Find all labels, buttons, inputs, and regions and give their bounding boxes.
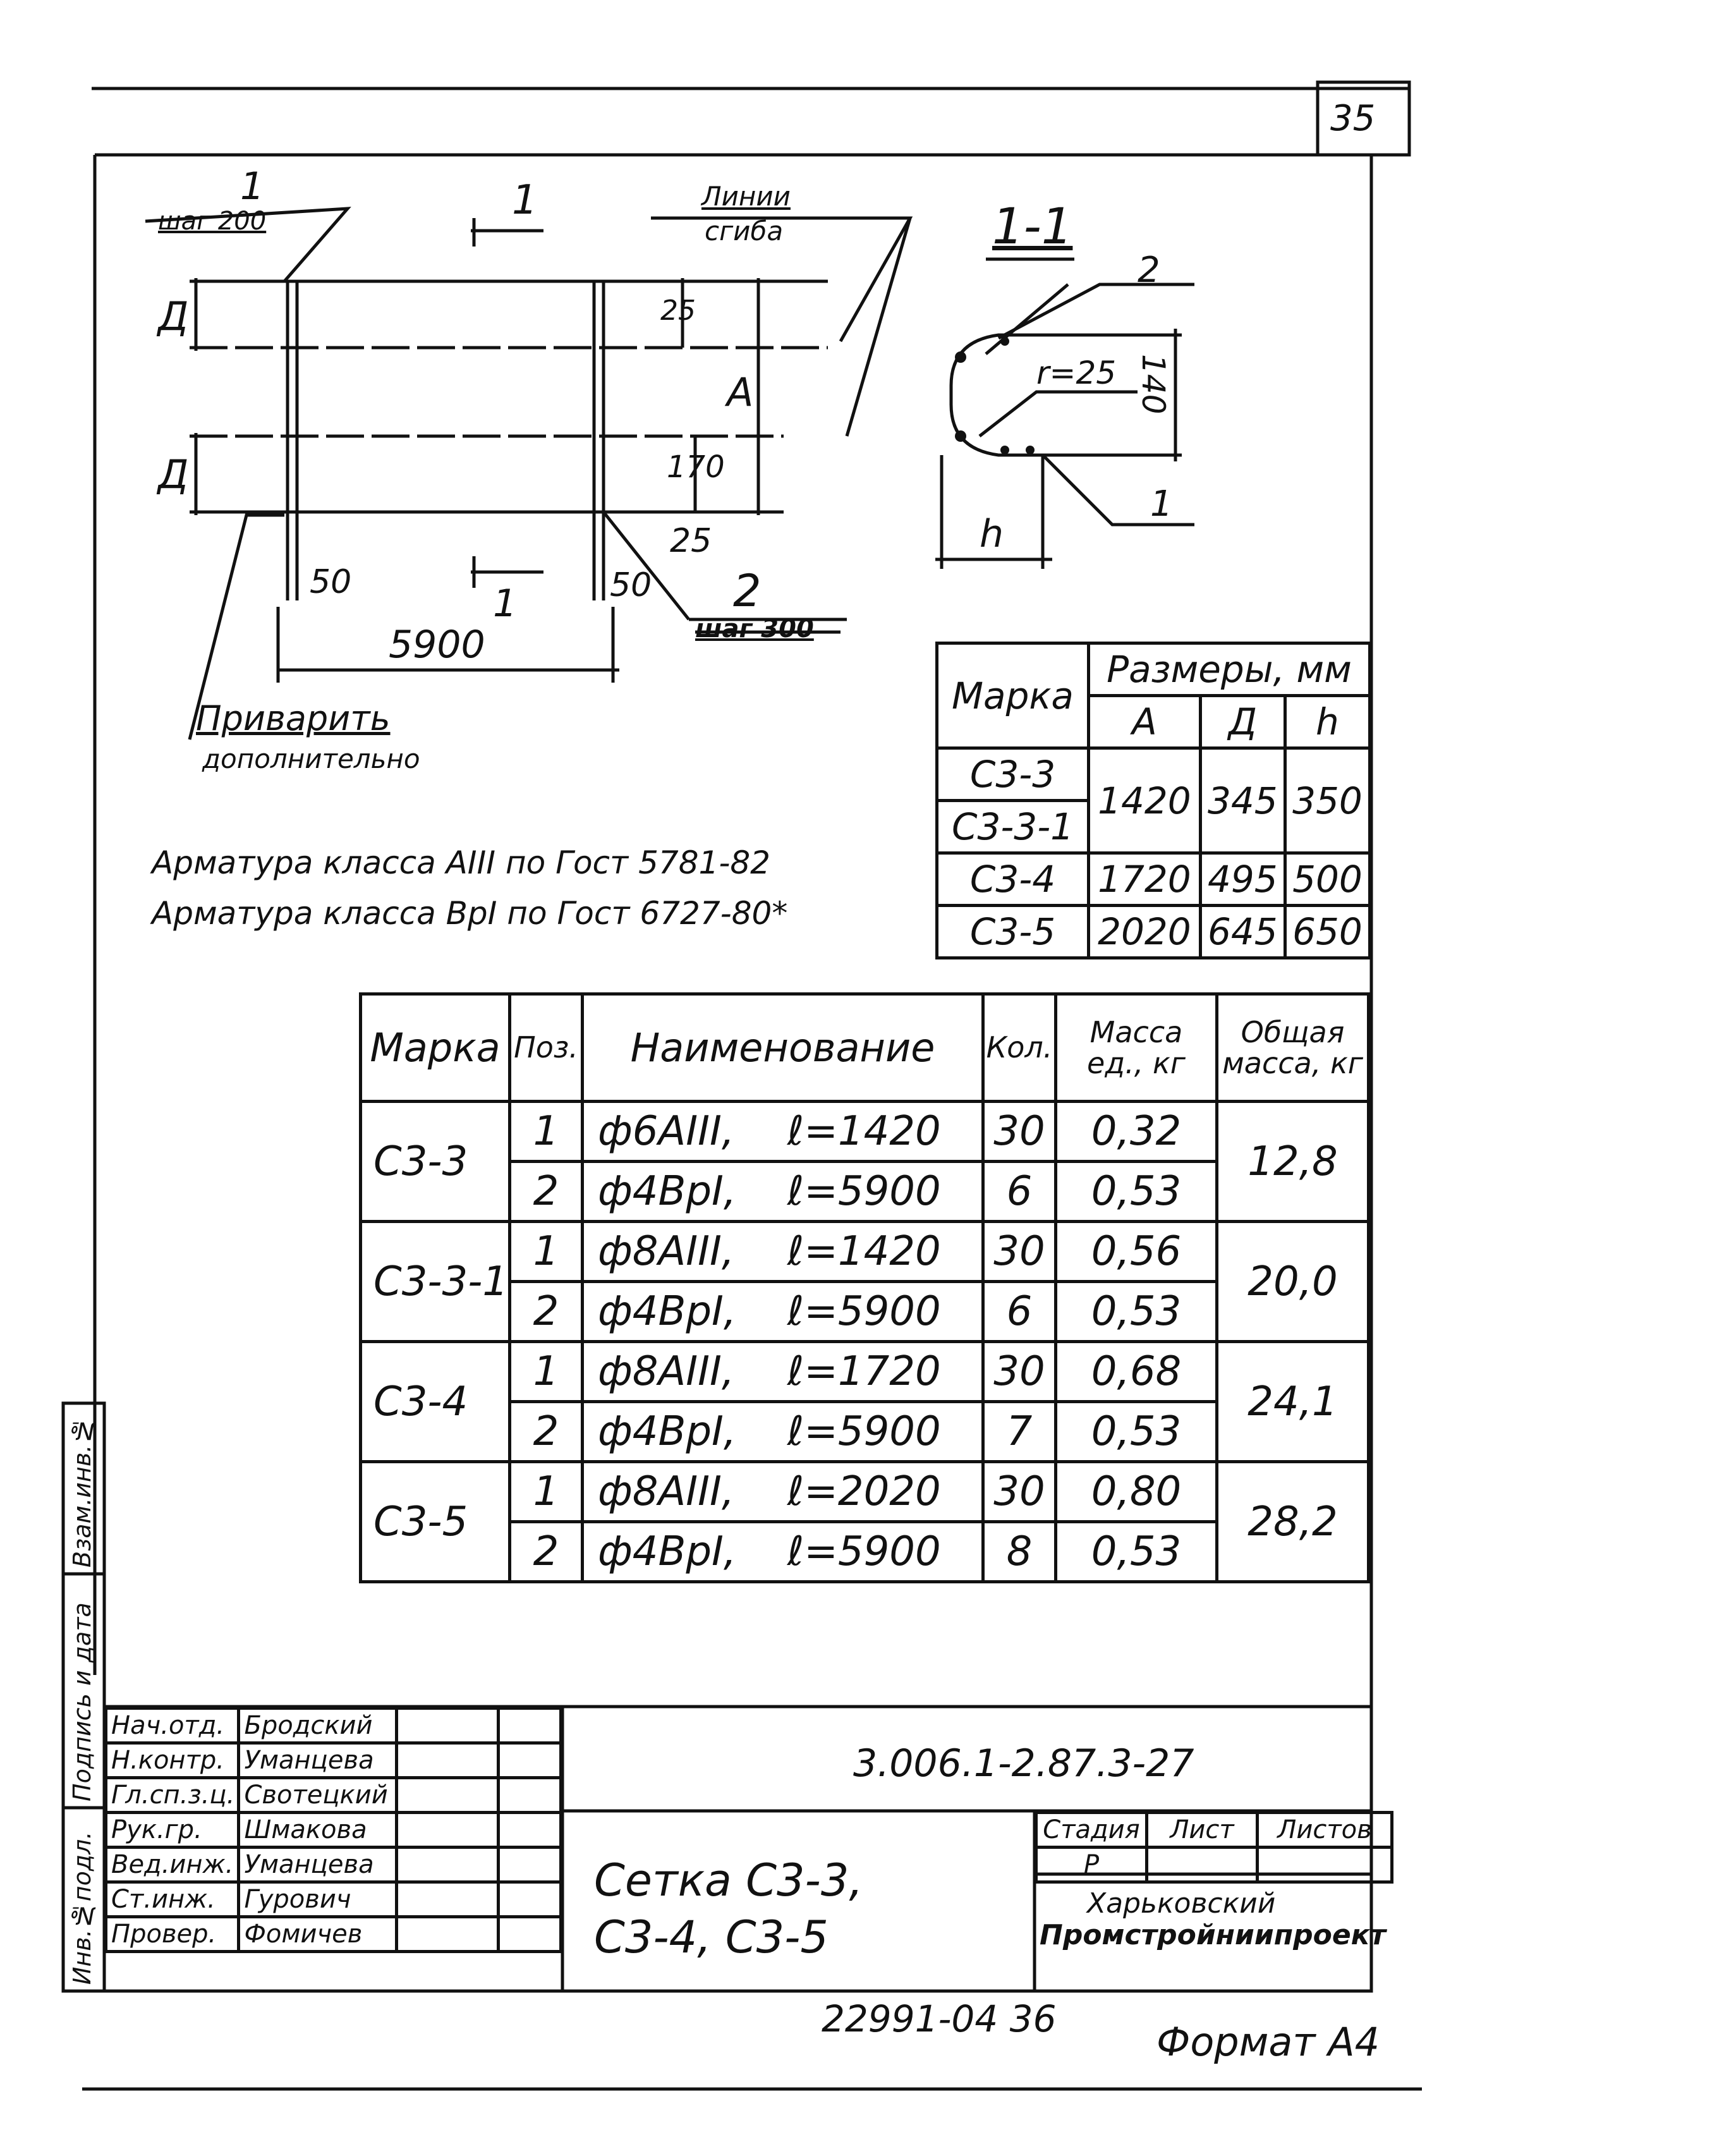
sizes-col-D: Д	[1200, 696, 1285, 748]
sheet-title-line2: С3-4, С3-5	[594, 1911, 829, 1963]
sizes-h: 650	[1285, 906, 1369, 958]
stamp-signatures	[104, 1707, 562, 1953]
section-label-2: 2	[1138, 250, 1160, 291]
sizes-mark: С3-3	[937, 748, 1089, 801]
section-label-1: 1	[1150, 484, 1173, 525]
sizes-A: 2020	[1089, 906, 1201, 958]
bend-lines-label-1: Линии	[701, 181, 791, 212]
org-line2: Промстройниипроект	[1040, 1919, 1387, 1951]
spec-pos: 2	[510, 1402, 583, 1462]
spec-header-mass-total: Общая масса, кг	[1217, 994, 1369, 1102]
section-mark-bottom: 1	[493, 582, 518, 626]
spec-name: ф8АIII,	[583, 1462, 774, 1522]
dim-D-top: Д	[158, 293, 189, 339]
spec-pos: 1	[510, 1222, 583, 1282]
spec-mark: С3-4	[361, 1342, 510, 1462]
stamp-role: Нач.отд.	[106, 1708, 239, 1743]
spec-total: 20,0	[1217, 1222, 1369, 1342]
sizes-mark: С3-4	[937, 853, 1089, 906]
spec-qty: 8	[983, 1522, 1056, 1582]
spec-mark: С3-3-1	[361, 1222, 510, 1342]
spec-header-mark: Марка	[361, 994, 510, 1102]
section-140: 140	[1135, 354, 1172, 415]
rod1-number: 1	[240, 164, 265, 209]
dim-D-bottom: Д	[158, 451, 189, 497]
rod2-number: 2	[733, 565, 762, 617]
left-strip-signature: Подпись и дата	[68, 1602, 96, 1801]
spec-qty: 30	[983, 1102, 1056, 1162]
sizes-A: 1420	[1089, 748, 1201, 853]
sizes-D: 345	[1200, 748, 1285, 853]
spec-mark: С3-3	[361, 1102, 510, 1222]
stage-header: Стадия	[1036, 1813, 1147, 1848]
stage-value: Р	[1036, 1848, 1147, 1882]
dim-25-top: 25	[660, 295, 696, 327]
spec-mass: 0,56	[1056, 1222, 1217, 1282]
spec-total: 12,8	[1217, 1102, 1369, 1222]
left-strip-inv: Инв.№подл.	[68, 1831, 96, 1985]
weld-note-1: Приварить	[196, 698, 391, 738]
dim-5900: 5900	[389, 623, 485, 667]
spec-mass: 0,53	[1056, 1162, 1217, 1222]
spec-mass: 0,53	[1056, 1402, 1217, 1462]
weld-note-2: дополнительно	[202, 743, 420, 774]
sheet-header: Лист	[1147, 1813, 1258, 1848]
sizes-D: 495	[1200, 853, 1285, 906]
doc-code: 3.006.1-2.87.3-27	[853, 1741, 1194, 1786]
org-line1: Харьковский	[1087, 1887, 1276, 1920]
spec-name: ф4ВрI,	[583, 1162, 774, 1222]
spec-pos: 1	[510, 1102, 583, 1162]
stamp-date	[498, 1708, 561, 1743]
spec-pos: 1	[510, 1462, 583, 1522]
sheet-number: 35	[1330, 98, 1376, 139]
spec-total: 28,2	[1217, 1462, 1369, 1582]
spec-mass: 0,80	[1056, 1462, 1217, 1522]
stamp-person: Уманцева	[239, 1743, 396, 1778]
spec-name: ф8АIII,	[583, 1222, 774, 1282]
spec-qty: 6	[983, 1282, 1056, 1342]
spec-mark: С3-5	[361, 1462, 510, 1582]
spec-mass: 0,53	[1056, 1282, 1217, 1342]
sizes-header-dims: Размеры, мм	[1089, 643, 1370, 696]
sizes-col-h: h	[1285, 696, 1369, 748]
spec-pos: 2	[510, 1162, 583, 1222]
stamp-role: Н.контр.	[106, 1743, 239, 1778]
spec-length: ℓ=5900	[774, 1282, 983, 1342]
spec-pos: 1	[510, 1342, 583, 1402]
stamp-role: Ст.инж.	[106, 1882, 239, 1917]
sizes-header-mark: Марка	[937, 643, 1089, 748]
spec-name: ф4ВрI,	[583, 1522, 774, 1582]
spec-length: ℓ=1720	[774, 1342, 983, 1402]
stamp-person: Гурович	[239, 1882, 396, 1917]
section-title: 1-1	[992, 198, 1073, 255]
stamp-person: Бродский	[239, 1708, 396, 1743]
spec-length: ℓ=2020	[774, 1462, 983, 1522]
stamp-signature	[396, 1708, 498, 1743]
dim-50-left: 50	[310, 563, 352, 601]
stamp-person: Фомичев	[239, 1917, 396, 1952]
spec-mass: 0,32	[1056, 1102, 1217, 1162]
bend-lines-label-2: сгиба	[705, 216, 784, 247]
spec-length: ℓ=1420	[774, 1102, 983, 1162]
dim-25-bottom: 25	[670, 522, 712, 560]
spec-pos: 2	[510, 1282, 583, 1342]
spec-name: ф8АIII,	[583, 1342, 774, 1402]
inventory-number: 22991-04 36	[822, 1997, 1057, 2040]
section-mark-top: 1	[512, 177, 538, 224]
spec-mass: 0,53	[1056, 1522, 1217, 1582]
dim-A: А	[727, 369, 754, 415]
spec-header-pos: Поз.	[510, 994, 583, 1102]
stamp-person: Шмакова	[239, 1813, 396, 1848]
format-label: Формат А4	[1156, 2019, 1380, 2065]
spec-mass: 0,68	[1056, 1342, 1217, 1402]
spec-qty: 6	[983, 1162, 1056, 1222]
sizes-col-A: А	[1089, 696, 1201, 748]
note-rebar-BpI: Арматура класса ВрI по Гост 6727-80*	[152, 895, 788, 932]
sizes-h: 350	[1285, 748, 1369, 853]
sizes-mark: С3-3-1	[937, 801, 1089, 853]
spec-qty: 7	[983, 1402, 1056, 1462]
sizes-A: 1720	[1089, 853, 1201, 906]
dim-50-right: 50	[610, 566, 652, 604]
spec-pos: 2	[510, 1522, 583, 1582]
sheet-title-line1: Сетка С3-3,	[594, 1855, 863, 1906]
spec-qty: 30	[983, 1222, 1056, 1282]
spec-length: ℓ=5900	[774, 1162, 983, 1222]
spec-qty: 30	[983, 1342, 1056, 1402]
stage-table	[1035, 1811, 1393, 1884]
dim-170: 170	[667, 449, 725, 485]
stamp-role: Провер.	[106, 1917, 239, 1952]
spec-length: ℓ=1420	[774, 1222, 983, 1282]
note-rebar-AIII: Арматура класса АIII по Гост 5781-82	[152, 844, 770, 881]
stamp-role: Вед.инж.	[106, 1848, 239, 1882]
spec-header-qty: Кол.	[983, 994, 1056, 1102]
spec-name: ф4ВрI,	[583, 1282, 774, 1342]
stamp-role: Рук.гр.	[106, 1813, 239, 1848]
stamp-person: Свотецкий	[239, 1778, 396, 1813]
spec-length: ℓ=5900	[774, 1522, 983, 1582]
stamp-role: Гл.сп.з.ц.	[106, 1778, 239, 1813]
sizes-D: 645	[1200, 906, 1285, 958]
spec-name: ф4ВрI,	[583, 1402, 774, 1462]
rod1-step: шаг 200	[158, 207, 267, 236]
spec-length: ℓ=5900	[774, 1402, 983, 1462]
sheets-header: Листов	[1258, 1813, 1392, 1848]
stamp-person: Уманцева	[239, 1848, 396, 1882]
spec-qty: 30	[983, 1462, 1056, 1522]
left-strip-replace: Взам.инв.№	[68, 1416, 96, 1568]
spec-name: ф6АIII,	[583, 1102, 774, 1162]
section-r: r=25	[1036, 355, 1117, 391]
spec-header-name: Наименование	[583, 994, 983, 1102]
spec-total: 24,1	[1217, 1342, 1369, 1462]
sizes-h: 500	[1285, 853, 1369, 906]
sizes-mark: С3-5	[937, 906, 1089, 958]
section-h: h	[980, 512, 1004, 556]
spec-header-mass-unit: Масса ед., кг	[1056, 994, 1217, 1102]
rod2-step: шаг 300	[695, 614, 814, 643]
